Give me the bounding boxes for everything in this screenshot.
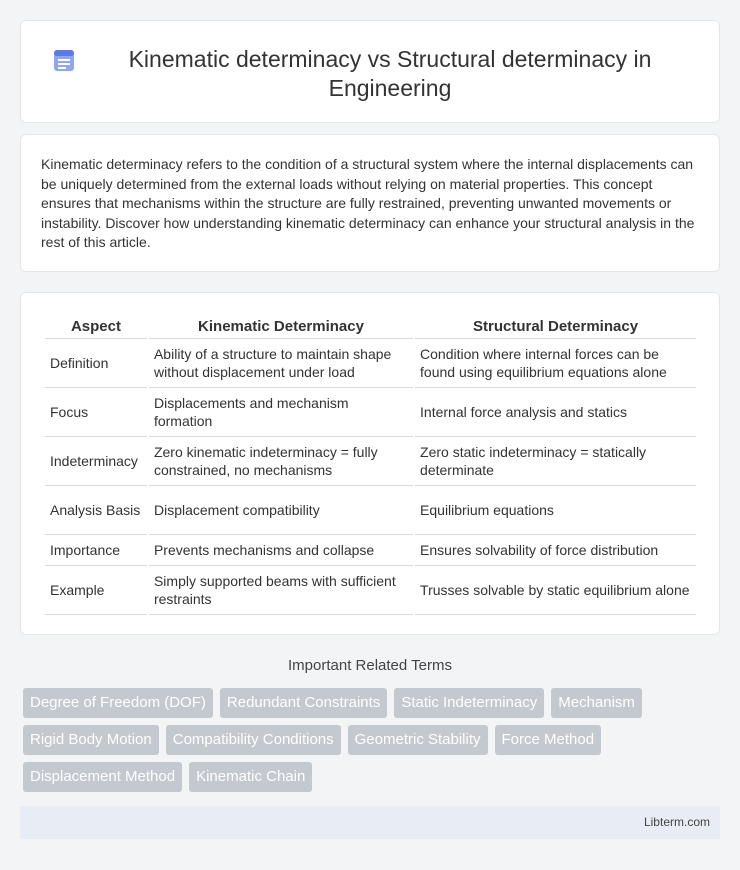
- table-cell: Prevents mechanisms and collapse: [149, 535, 413, 566]
- table-cell: Example: [45, 566, 147, 615]
- header-kinematic: Kinematic Determinacy: [149, 313, 413, 339]
- tag-compatibility-conditions[interactable]: Compatibility Conditions: [166, 725, 341, 755]
- table-cell: Simply supported beams with sufficient restraints: [149, 566, 413, 615]
- table-cell: Ensures solvability of force distribution: [415, 535, 696, 566]
- tag-mechanism[interactable]: Mechanism: [551, 688, 642, 718]
- tag-force-method[interactable]: Force Method: [495, 725, 602, 755]
- footer: [20, 806, 720, 839]
- header-structural: Structural Determinacy: [415, 313, 696, 339]
- table-row: [45, 566, 696, 615]
- comparison-table: [43, 313, 698, 615]
- comparison-table-card: [20, 292, 720, 635]
- tag-rigid-body-motion[interactable]: Rigid Body Motion: [23, 725, 159, 755]
- table-row: [45, 339, 696, 388]
- related-terms-list: [23, 688, 703, 792]
- title-card: [20, 20, 720, 123]
- table-row: [45, 437, 696, 486]
- table-row: [45, 388, 696, 437]
- tag-static-indeterminacy[interactable]: Static Indeterminacy: [394, 688, 544, 718]
- intro-paragraph: Kinematic determinacy refers to the condition of a structural system where the internal displacements can be uniquely determined from the external loads without relying on material properties. This concept ensures that mechanisms within the structure are fully restrained, preventing unwanted movements or instability. Discover how understanding kinematic determinacy can enhance your structural analysis in the rest of this article.: [41, 156, 695, 251]
- table-cell: Equilibrium equations: [415, 486, 696, 535]
- intro-card: [20, 134, 720, 272]
- table-header-row: [45, 313, 696, 339]
- tag-redundant-constraints[interactable]: Redundant Constraints: [220, 688, 387, 718]
- document-icon: [51, 47, 77, 73]
- table-cell: Focus: [45, 388, 147, 437]
- header-aspect: Aspect: [45, 313, 147, 339]
- table-cell: Displacement compatibility: [149, 486, 413, 535]
- table-cell: Ability of a structure to maintain shape without displacement under load: [149, 339, 413, 388]
- table-cell: Analysis Basis: [45, 486, 147, 535]
- table-row: [45, 535, 696, 566]
- table-cell: Condition where internal forces can be found using equilibrium equations alone: [415, 339, 696, 388]
- table-cell: Zero kinematic indeterminacy = fully constrained, no mechanisms: [149, 437, 413, 486]
- table-cell: Importance: [45, 535, 147, 566]
- table-row: [45, 486, 696, 535]
- table-cell: Definition: [45, 339, 147, 388]
- table-cell: Indeterminacy: [45, 437, 147, 486]
- tag-geometric-stability[interactable]: Geometric Stability: [348, 725, 488, 755]
- footer-brand-link[interactable]: Libterm.com: [643, 815, 710, 829]
- tag-kinematic-chain[interactable]: Kinematic Chain: [189, 762, 312, 792]
- page-title: Kinematic determinacy vs Structural determinacy in Engineering: [128, 46, 652, 101]
- table-cell: Displacements and mechanism formation: [149, 388, 413, 437]
- table-cell: Trusses solvable by static equilibrium alone: [415, 566, 696, 615]
- tag-displacement-method[interactable]: Displacement Method: [23, 762, 182, 792]
- tag-degree-of-freedom[interactable]: Degree of Freedom (DOF): [23, 688, 213, 718]
- table-cell: Internal force analysis and statics: [415, 388, 696, 437]
- related-terms-title: Important Related Terms: [288, 657, 452, 674]
- table-cell: Zero static indeterminacy = statically determinate: [415, 437, 696, 486]
